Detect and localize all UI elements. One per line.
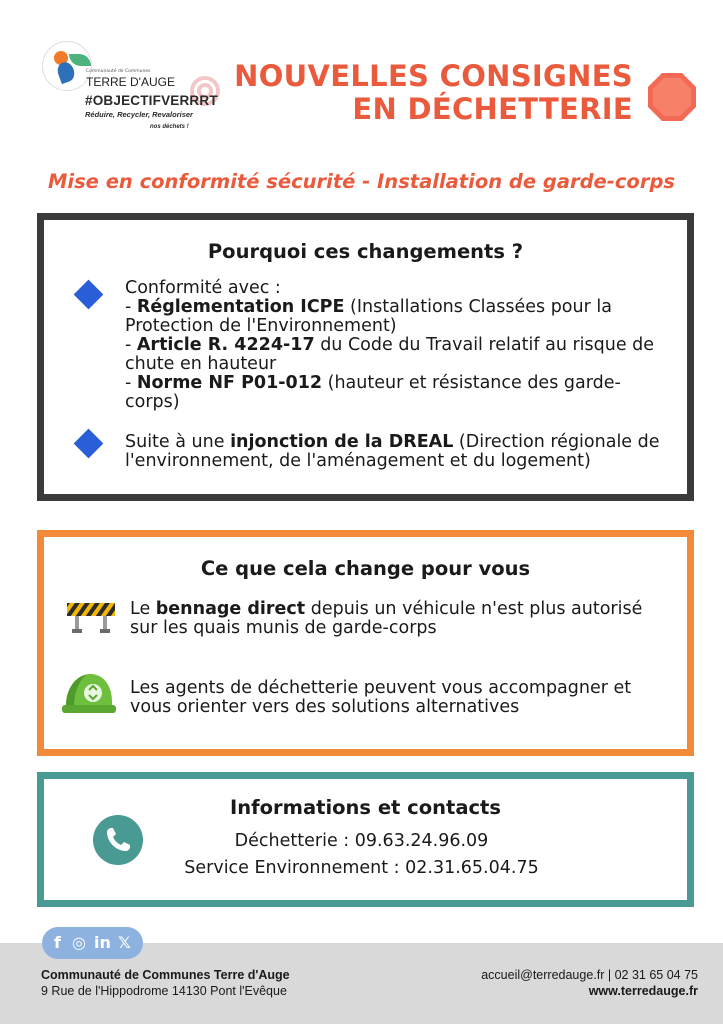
why-paragraph-2 xyxy=(125,433,665,471)
why-p2-bold: injonction de la DREAL xyxy=(230,432,454,452)
why-item-3: - Norme NF P01-012 (hauteur et résistance des garde-corps) xyxy=(125,373,621,412)
footer-org-name: Communauté de Communes Terre d'Auge xyxy=(41,968,290,982)
change-section xyxy=(37,530,694,756)
change-p1-pre: Le xyxy=(130,599,156,619)
subtitle: Mise en conformité sécurité - Installation de garde-corps xyxy=(47,170,676,193)
linkedin-icon[interactable]: in xyxy=(94,933,111,952)
info-title: Informations et contacts xyxy=(230,796,501,819)
change-paragraph-1 xyxy=(130,600,660,638)
page-title-line-1: NOUVELLES CONSIGNES xyxy=(234,59,633,93)
footer-address: 9 Rue de l'Hippodrome 14130 Pont l'Evêque xyxy=(41,984,287,998)
why-title: Pourquoi ces changements ? xyxy=(207,240,524,263)
why-item-3-bold: Norme NF P01-012 xyxy=(136,373,323,393)
logo-tagline-2: nos déchets ! xyxy=(150,124,189,130)
why-item-1-bold: Réglementation ICPE xyxy=(136,297,345,317)
instagram-icon[interactable]: ◎ xyxy=(72,933,86,952)
recycling-helmet-icon xyxy=(60,668,116,722)
why-item-2-text: du Code du Travail relatif au risque de chute en hauteur xyxy=(125,335,655,374)
why-paragraph-1 xyxy=(125,279,665,412)
logo-hashtag: #OBJECTIFVERRRT xyxy=(85,93,218,108)
footer-contact[interactable]: accueil@terredauge.fr | 02 31 65 04 75 xyxy=(481,968,698,982)
x-icon[interactable]: 𝕏 xyxy=(118,933,131,952)
logo xyxy=(40,38,220,138)
page-title xyxy=(213,60,633,126)
why-p2-pre: Suite à une xyxy=(125,432,231,452)
why-item-1: - Réglementation ICPE (Installations Classées pour la Protection de l'Environnement) xyxy=(125,297,612,336)
change-p1-text: depuis un véhicule n'est plus autorisé sur les quais munis de garde-corps xyxy=(130,599,643,638)
facebook-icon[interactable]: f xyxy=(54,933,61,952)
footer-website-link[interactable]: www.terredauge.fr xyxy=(588,984,698,998)
logo-small-label: Communauté de Communes xyxy=(86,69,151,74)
octagon-stop-icon xyxy=(646,71,698,123)
why-item-3-text: (hauteur et résistance des garde-corps) xyxy=(125,373,621,412)
contact-dechetterie: Déchetterie : 09.63.24.96.09 xyxy=(234,831,489,851)
page-title-line-2: EN DÉCHETTERIE xyxy=(352,92,633,126)
change-paragraph-2: Les agents de déchetterie peuvent vous accompagner et vous orienter vers des solutions alternatives xyxy=(130,678,632,717)
logo-name: TERRE D'AUGE xyxy=(86,75,175,89)
why-intro: Conformité avec : xyxy=(125,278,281,298)
logo-tagline: Réduire, Recycler, Revaloriser xyxy=(85,110,193,119)
change-p1-bold: bennage direct xyxy=(155,599,306,619)
barrier-icon xyxy=(67,600,115,634)
change-title: Ce que cela change pour vous xyxy=(200,557,531,580)
why-item-2-bold: Article R. 4224-17 xyxy=(136,335,315,355)
contact-service-environnement: Service Environnement : 02.31.65.04.75 xyxy=(184,858,539,878)
why-item-1-text: (Installations Classées pour la Protection de l'Environnement) xyxy=(125,297,612,336)
social-links xyxy=(42,927,143,959)
why-p2-text: (Direction régionale de l'environnement, de l'aménagement et du logement) xyxy=(125,432,660,471)
why-item-2: - Article R. 4224-17 du Code du Travail relatif au risque de chute en hauteur xyxy=(125,335,655,374)
